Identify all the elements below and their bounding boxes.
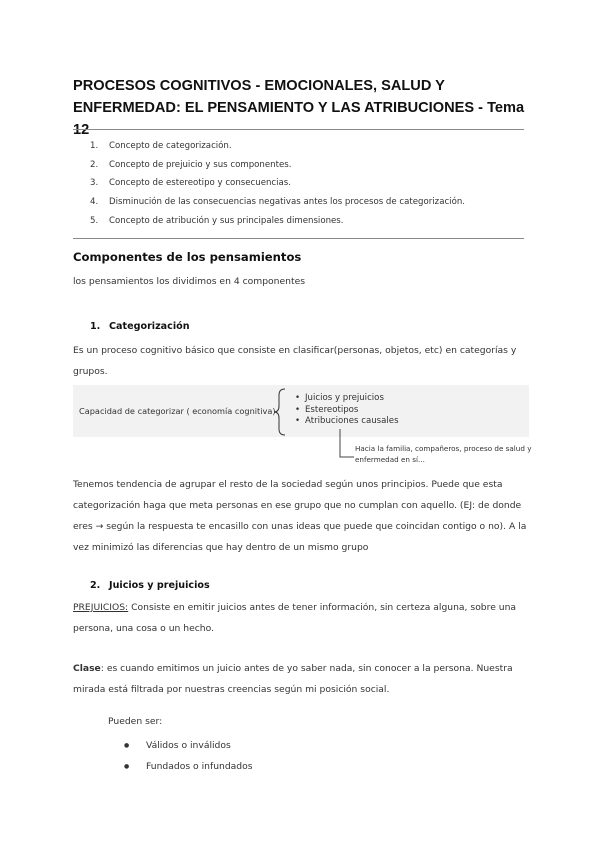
- divider-top: [73, 129, 524, 130]
- toc-item: 3. Concepto de estereotipo y consecuencias.: [90, 178, 292, 189]
- categorization-diagram: [73, 385, 532, 467]
- diagram-caption: Capacidad de categorizar ( economía cognitiva): [79, 406, 276, 416]
- diagram-note: Hacia la familia, compañeros, proceso de salud y enfermedad en sí...: [355, 444, 532, 464]
- heading-categorizacion: 1. Categorización: [90, 321, 190, 332]
- clase-definition: Clase: es cuando emitimos un juicio antes de yo saber nada, sin conocer a la persona. Nuestra mirada está filtrada por nuestras creencias según mi posición social.: [73, 663, 513, 695]
- prejuicio-types-list: [124, 735, 253, 777]
- toc-item: 4. Disminución de las consecuencias negativas antes los procesos de categorización.: [90, 197, 466, 208]
- heading-juicios: 2. Juicios y prejuicios: [90, 580, 210, 591]
- page-title: PROCESOS COGNITIVOS - EMOCIONALES, SALUD Y ENFERMEDAD: EL PENSAMIENTO Y LAS ATRIBUCIONES - Tema 12: [73, 78, 525, 138]
- brace-icon: [271, 387, 291, 437]
- toc-item: 1. Concepto de categorización.: [90, 141, 232, 151]
- list-item: ● Válidos o inválidos: [124, 735, 253, 756]
- divider-bottom: [73, 238, 524, 239]
- diagram-items: [295, 393, 399, 428]
- list-item: ● Fundados o infundados: [124, 756, 253, 777]
- pueden-ser-label: Pueden ser:: [108, 716, 163, 727]
- list-item: • Juicios y prejuicios: [295, 393, 399, 405]
- categorizacion-definition: Es un proceso cognitivo básico que consiste en clasificar(personas, objetos, etc) en categorías y grupos.: [73, 345, 517, 377]
- table-of-contents: [90, 137, 465, 230]
- list-item: • Atribuciones causales: [295, 416, 399, 428]
- toc-item: 2. Concepto de prejuicio y sus componentes.: [90, 159, 292, 170]
- section-intro: los pensamientos los dividimos en 4 componentes: [73, 276, 306, 287]
- section-heading: Componentes de los pensamientos: [73, 250, 302, 264]
- connector-line: [339, 429, 355, 461]
- list-item: • Estereotipos: [295, 405, 399, 417]
- toc-item: 5. Concepto de atribución y sus principales dimensiones.: [90, 215, 344, 226]
- prejuicios-definition: PREJUICIOS: Consiste en emitir juicios antes de tener información, sin certeza alguna, sobre una persona, una cosa o un hecho.: [73, 602, 517, 634]
- categorizacion-paragraph: Tenemos tendencia de agrupar el resto de la sociedad según unos principios. Puede que esta categorización haga que meta personas en ese grupo que no cumplan con aquello. (EJ: de donde eres → según la respuesta te encasillo con unas ideas que puede que coincidan contigo o no). A la vez minimizó las diferencias que hay dentro de un mismo grupo: [73, 479, 527, 553]
